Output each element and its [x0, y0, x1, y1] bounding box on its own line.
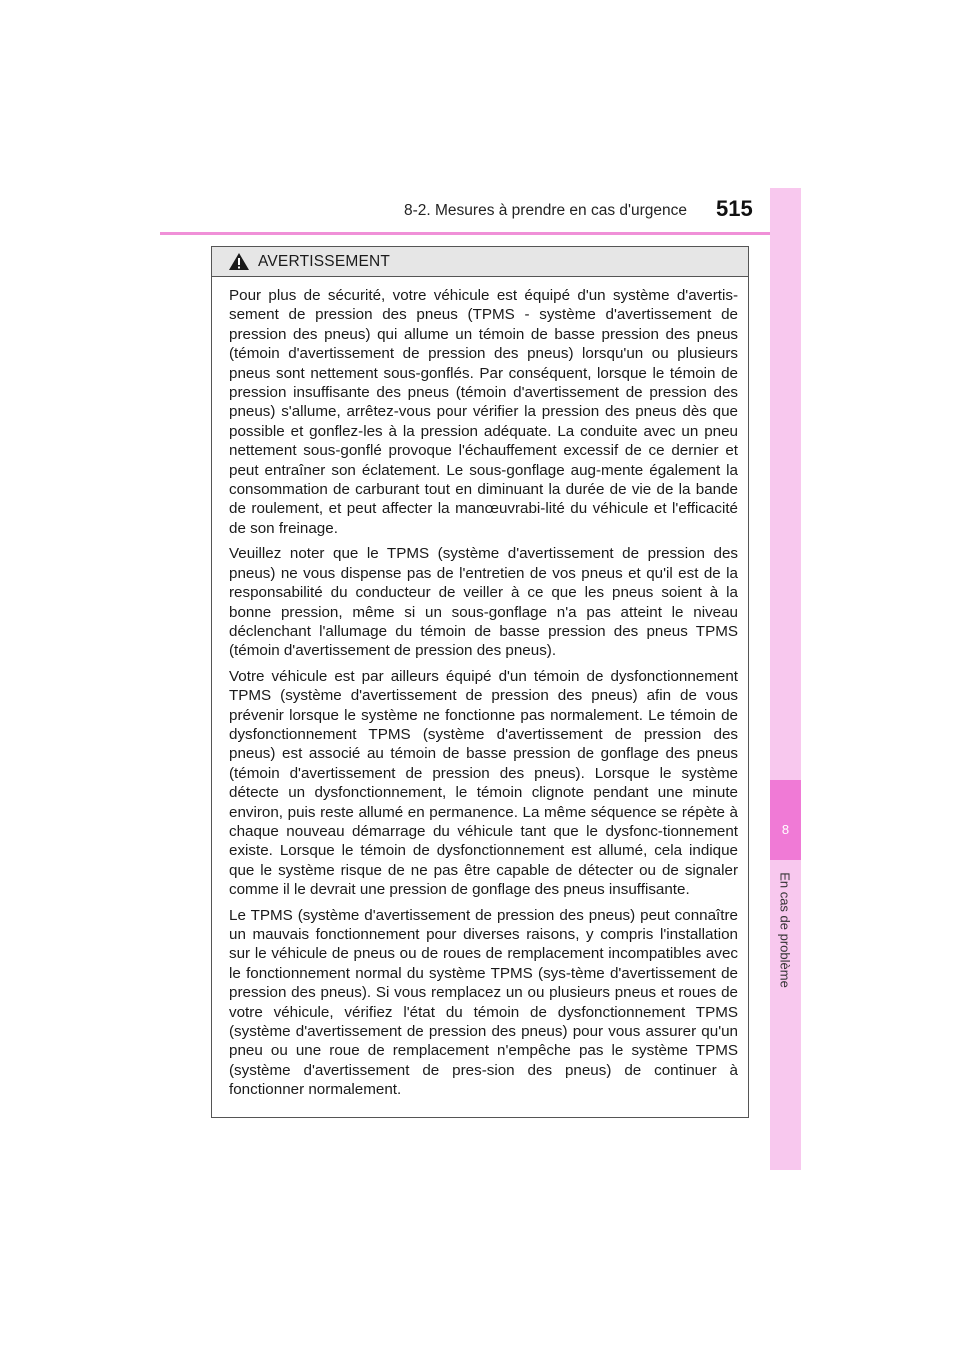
- header-divider: [160, 232, 800, 235]
- chapter-side-tab: [770, 188, 801, 1170]
- warning-paragraph: Le TPMS (système d'avertissement de pression des pneus) peut connaître un mauvais fonctionnement pour diverses raisons, y compris l'installation sur le véhicule de pneus ou de roues de remplacement incompatibles avec le fonctionnement normal du système TPMS (sys-tème d'avertissement de pression des pneus). Si vous remplacez un ou plusieurs pneus et roues de votre véhicule, vérifiez l'état du témoin de dysfonctionnement TPMS (système d'avertissement de pression des pneus) pour vous assurer qu'un pneu ou une roue de remplacement n'empêche pas le système TPMS (système d'avertissement de pres-sion des pneus) de continuer à fonctionner normalement.: [229, 906, 738, 1099]
- section-title: 8-2. Mesures à prendre en cas d'urgence: [404, 202, 687, 219]
- warning-body: [212, 277, 748, 1100]
- chapter-label: En cas de problème: [777, 872, 793, 988]
- chapter-number: 8: [781, 822, 790, 837]
- warning-paragraph: Pour plus de sécurité, votre véhicule est équipé d'un système d'avertis-sement de pression des pneus (TPMS - système d'avertissement de pression des pneus) qui allume un témoin de basse pression des pneus (témoin d'avertissement de pression des pneus) lorsqu'un ou plusieurs pneus sont nettement sous-gonflés. Par conséquent, lorsque le témoin de pression insuffisante des pneus (témoin d'avertissement de pression des pneus) s'allume, arrêtez-vous pour vérifier la pression des pneus dès que possible et gonflez-les à la pression adéquate. La conduite avec un pneu nettement sous-gonflé provoque l'échauffement excessif de ce dernier et peut entraîner son éclatement. Le sous-gonflage aug-mente également la consommation de carburant tout en diminuant la durée de vie de la bande de roulement, et peut affecter la manœuvrabi-lité du véhicule et l'efficacité de son freinage.: [229, 287, 738, 537]
- warning-paragraph: Veuillez noter que le TPMS (système d'avertissement de pression des pneus) ne vous dispense pas de l'entretien de vos pneus et qu'il est de la responsabilité du conducteur de veiller à ce que les pneus soient à la bonne pression, même si un sous-gonflage n'a pas atteint le niveau déclenchant l'allumage du témoin de basse pression des pneus TPMS (témoin d'avertissement de pression des pneus).: [229, 545, 738, 660]
- warning-header: [212, 247, 748, 277]
- warning-box: [211, 246, 749, 1118]
- page-number: 515: [716, 196, 753, 221]
- warning-title: AVERTISSEMENT: [258, 252, 391, 270]
- warning-triangle-icon: [228, 252, 250, 271]
- chapter-number-tab: [770, 780, 801, 860]
- warning-paragraph: Votre véhicule est par ailleurs équipé d'un témoin de dysfonctionnement TPMS (système d'avertissement de pression des pneus) afin de vous prévenir lorsque le système ne fonctionne pas normalement. Le témoin de dysfonctionnement TPMS (système d'avertissement de pression des pneus) est associé au témoin de basse pression de gonflage des pneus (témoin d'avertissement de pression des pneus). Lorsque le système détecte un dysfonctionnement, le témoin clignote pendant une minute environ, puis reste allumé en permanence. La même séquence se répète à chaque nouveau démarrage du véhicule tant que le dysfonc-tionnement existe. Lorsque le témoin de dysfonctionnement est allumé, cela indique que le système risque de ne pas être capable de détecter ou de signaler comme il le devrait une pression de gonflage des pneus insuffisante.: [229, 667, 738, 899]
